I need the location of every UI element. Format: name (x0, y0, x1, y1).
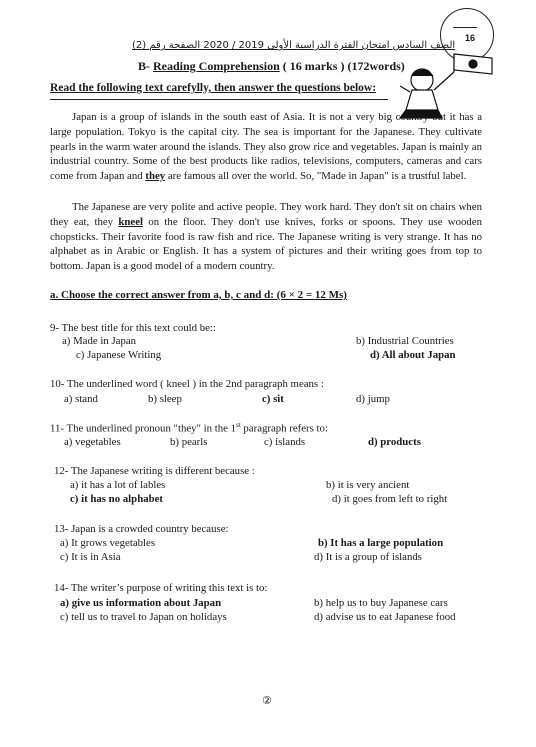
option-d[interactable]: d) it goes from left to right (332, 493, 448, 505)
passage-paragraph-1 (50, 110, 482, 184)
question-stem: 12- The Japanese writing is different because : (54, 465, 255, 477)
option-a-selected[interactable]: a) give us information about Japan (60, 597, 222, 609)
p1-text: Japan is a group of islands in the south east of Asia. It is not a very big country but it has a large population. Tokyo is the capital city. The sea is important for the Japanese. They cultivate pearls in the warm water around the islands. They also grow rice and vegetables. Japan is mainly an industrial country. Some of the best products like radios, televisions, computers, cameras and cars come from Japan and (50, 111, 482, 183)
passage-paragraph-2 (50, 200, 482, 274)
option-a[interactable]: a) Made in Japan (62, 335, 137, 347)
option-a[interactable]: a) vegetables (64, 436, 121, 448)
option-d-selected[interactable]: d) All about Japan (370, 349, 456, 361)
ordinal-superscript: st (236, 421, 241, 429)
option-b[interactable]: b) help us to buy Japanese cars (314, 597, 448, 609)
question-stem (50, 421, 328, 435)
questions-heading: a. Choose the correct answer from a, b, c and d: (6 × 2 = 12 Ms) (50, 289, 347, 301)
page-number: ② (262, 694, 272, 707)
header-arabic: الصف السادس امتحان الفترة الدراسية الأولى 2019 / 2020 الصفحة رقم (2) (132, 40, 456, 51)
question-stem: 9- The best title for this text could be:: (50, 322, 216, 334)
p2-text-end: on the floor. They don't use knives, forks or spoons. They use wooden chopsticks. Their favorite food is raw fish and rice. The Japanese writing is very strange. It has no alphabet as in Arabic or English. It has a system of pictures and their writing goes from top to bottom. Japan is a good model of a modern country. (50, 215, 482, 273)
p2-text: The Japanese are very polite and active people. They work hard. They don't sit on chairs when they eat, they (50, 201, 482, 228)
section-title-prefix: B- (138, 59, 153, 73)
option-b[interactable]: b) Industrial Countries (356, 335, 454, 347)
option-c[interactable]: c) tell us to travel to Japan on holidays (60, 611, 227, 623)
question-stem: 10- The underlined word ( kneel ) in the 2nd paragraph means : (50, 378, 324, 390)
option-a[interactable]: a) it has a lot of lables (70, 479, 166, 491)
japanese-child-flag-illustration (400, 54, 492, 118)
option-b[interactable]: b) pearls (170, 436, 208, 448)
divider (50, 99, 388, 100)
option-b[interactable]: b) sleep (148, 393, 182, 405)
stem-text-end: paragraph refers to: (240, 422, 328, 435)
section-title (138, 59, 405, 74)
option-c[interactable]: c) Japanese Writing (76, 349, 162, 361)
option-d[interactable]: d) advise us to eat Japanese food (314, 611, 456, 623)
underlined-they: they (145, 170, 166, 183)
p1-text-end: are famous all over the world. So, "Made in Japan" is a trustful label. (165, 170, 467, 183)
option-d-selected[interactable]: d) products (368, 436, 421, 448)
underlined-kneel: kneel (118, 215, 143, 228)
option-c[interactable]: c) islands (264, 436, 306, 448)
option-b-selected[interactable]: b) It has a large population (318, 537, 444, 549)
reading-instruction: Read the following text carefylly, then answer the questions below: (50, 82, 377, 94)
badge-number: 16 (465, 33, 476, 43)
option-c-selected[interactable]: c) it has no alphabet (70, 493, 163, 505)
option-d[interactable]: d) jump (356, 393, 390, 405)
option-b[interactable]: b) it is very ancient (326, 479, 410, 491)
option-c-selected[interactable]: c) sit (262, 393, 284, 405)
option-a[interactable]: a) stand (64, 393, 98, 405)
option-a[interactable]: a) It grows vegetables (60, 537, 156, 549)
section-title-underlined: Reading Comprehension (153, 59, 280, 73)
section-title-rest: ( 16 marks ) (172words) (279, 59, 405, 73)
option-d[interactable]: d) It is a group of islands (314, 551, 422, 563)
option-c[interactable]: c) It is in Asia (60, 551, 121, 563)
question-stem: 13- Japan is a crowded country because: (54, 523, 229, 535)
stem-text: 11- The underlined pronoun "they" in the 1 (50, 422, 237, 435)
question-stem: 14- The writer’s purpose of writing this text is to: (54, 582, 268, 594)
